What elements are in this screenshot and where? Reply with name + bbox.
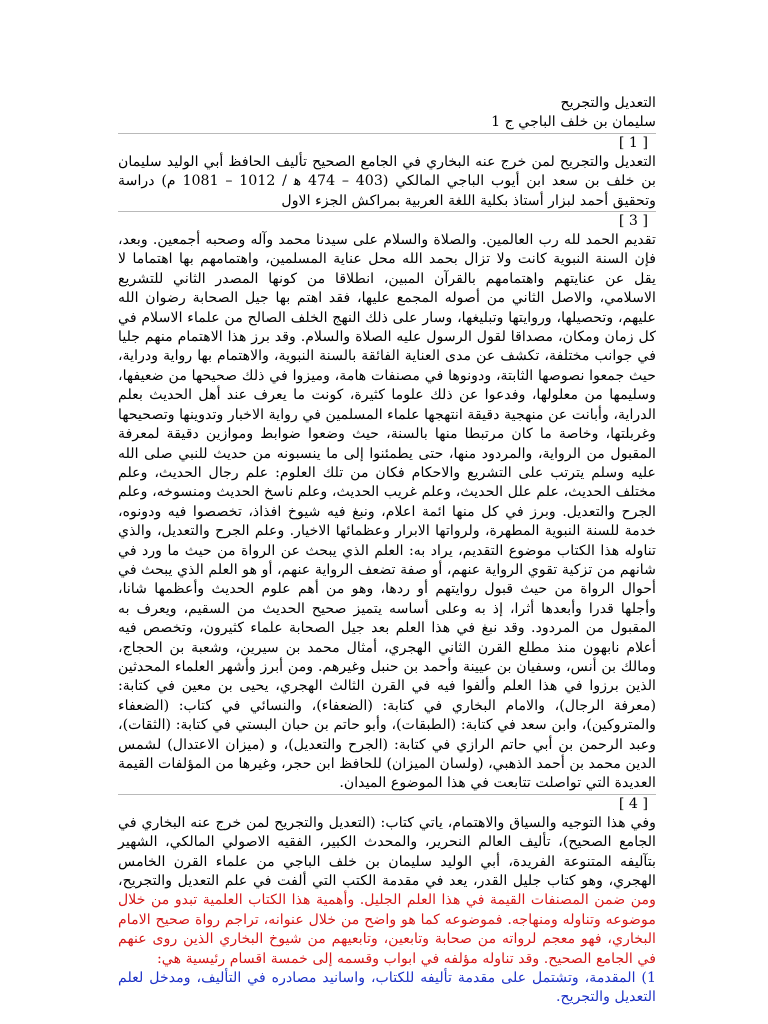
document-subtitle: سليمان بن خلف الباجي ج 1 (491, 114, 656, 131)
paragraph-text: وفي هذا التوجيه والسياق والاهتمام، ياتي كتاب: (التعديل والتجريح لمن خرج عنه البخاري في الجامع الصحيح)، تأليف العالم النحرير، والمحدث الكبير، الفقيه الاصولي المالكي، الشهير بتآليفه المتنوعة الفريدة، أبي الوليد سليمان بن خلف الباجي من علماء القرن الخامس الهجري، وهو كتاب جليل القدر، يعد في مقدمة الكتب التي ألفت في علم التعديل والتجريح، (118, 814, 656, 890)
highlighted-text-red: ومن ضمن المصنفات القيمة في هذا العلم الجليل. وأهمية هذا الكتاب العلمية تبدو من خلال موضوعه وتناوله ومنهاجه. فموضوعه كما هو واضح من خلال عنوانه، تراجم رواة صحيح الامام البخاري، فهو معجم لرواته من صحابة وتابعين، وتابعيهم من شيوخ البخاري الذين روى عنهم في الجامع الصحيح. وقد تناوله مؤلفه في ابواب وقسمه إلى خمسة اقسام رئيسية هي: (118, 892, 656, 967)
paragraph (118, 814, 656, 969)
paragraph: التعديل والتجريح لمن خرج عنه البخاري في الجامع الصحيح تأليف الحافظ أبي الوليد سليمان بن خلف بن سعد ابن أيوب الباجي المالكي (403 – 474 ﻫ / 1012 – 1081 م) دراسة وتحقيق أحمد لبزار أستاذ بكلية اللغة العربية بمراكش الجزء الاول (118, 153, 657, 209)
page-marker: [ 1 ] (118, 133, 656, 153)
paragraph: تقديم الحمد لله رب العالمين. والصلاة والسلام على سيدنا محمد وآله وصحبه أجمعين. وبعد، فإن السنة النبوية كانت ولا تزال بحمد الله محل عناية المسلمين، واهتمامهم بها اهتماما لا يقل عن عنايتهم واهتمامهم بالقرآن المبين، انطلاقا من كونها المصدر الثاني للتشريع الاسلامي، والاصل الثاني من أصوله المجمع عليها، فقد اهتم بها جيل الصحابة رضوان الله عليهم، وتحصيلها، وروايتها وتبليغها، وسار على ذلك النهج الخلف الصالح من علماء الاسلام في كل زمان ومكان، مصداقا لقول الرسول عليه الصلاة والسلام. وقد برز هذا الاهتمام منهم جليا في جوانب مختلفة، تكشف عن مدى العناية الفائقة بالسنة النبوية، والاهتمام بها رواية ودراية، حيث جمعوا نصوصها الثابتة، ودونوها في مصنفات هامة، وميزوا في ذلك صحيحها من ضعيفها، وسليمها من معلولها، وفدعوا عن ذلك علوما كثيرة، كونت ما يعرف عند أهل الحديث بعلم الدراية، وأبانت عن منهجية دقيقة انتهجها علماء المسلمين في رواية الاخبار وتدوينها وتصحيحها وغربلتها، وخاصة ما كان مرتبطا منها بالسنة، حيث وضعوا ضوابط وموازين دقيقة لمعرفة المقبول من الرواية، والمردود منها، حتى يطمئنوا إلى ما ينسبونه من حديث للنبي صلى الله عليه وسلم يترتب على التشريع والاحكام فكان من تلك العلوم: علم رجال الحديث، وعلم مختلف الحديث، علم علل الحديث، وعلم غريب الحديث، وعلم ناسخ الحديث ومنسوخه، وعلم الجرح والتعديل. وبرز في كل منها ائمة اعلام، ونبغ فيه شيوخ افذاذ، تخصصوا فيه ودونوه، خدمة للسنة النبوية المطهرة، ولرواتها الابرار وعظمائها الاخيار. وعلم الجرح والتعديل، والذي تناوله هذا الكتاب موضوع التقديم، يراد به: العلم الذي يبحث عن الرواة من حيث ما ورد في شانهم من تزكية تقوي الرواية عنهم، أو صفة تضعف الرواية عنهم، أو هو العلم الذي يبحث في أحوال الرواة من حيث قبول روايتهم أو ردها، وهو من أهم علوم الحديث وأعظمها شانا، وأجلها قدرا وأبعدها أثرا، إذ به وعلى أساسه يتميز صحيح الحديث من السقيم، ويعرف به المقبول من المردود. وقد نبغ في هذا العلم بعد جيل الصحابة علماء كثيرون، وتخصص فيه أعلام نابهون منذ مطلع القرن الثاني الهجري، أمثال محمد بن سيرين، وشعبة بن الحجاج، ومالك بن أنس، وسفيان بن عيينة وأحمد بن حنبل وغيرهم. ومن أبرز وأشهر العلماء المحدثين الذين برزوا في هذا العلم وألفوا فيه في القرن الثالث الهجري، يحيى بن معين في كتابة: (معرفة الرجال)، والامام البخاري في كتابة: (الضعفاء)، والنسائي في كتاب: (الضعفاء والمتروكين)، وابن سعد في كتابة: (الطبقات)، وأبو حاتم بن حبان البستي في كتابة: (الثقات)، وعبد الرحمن بن أبي حاتم الرازي في كتابة: (الجرح والتعديل)، و (ميزان الاعتدال) لشمس الدين محمد بن أحمد الذهبي، (ولسان الميزان) للحافظ ابن حجر، وغيرها من المؤلفات القيمة العديدة التي تواصلت تتابعت في هذا الموضوع الميدان. (118, 232, 656, 792)
document-title: التعديل والتجريح (560, 95, 656, 111)
page-marker: [ 4 ] (118, 794, 656, 814)
document-body (118, 94, 656, 1008)
page-marker: [ 3 ] (118, 211, 656, 231)
list-item: 1) المقدمة، وتشتمل على مقدمة تأليفه للكتاب، واسانيد مصادره في التأليف، ومدخل لعلم التعديل والتجريح. (118, 970, 656, 1006)
